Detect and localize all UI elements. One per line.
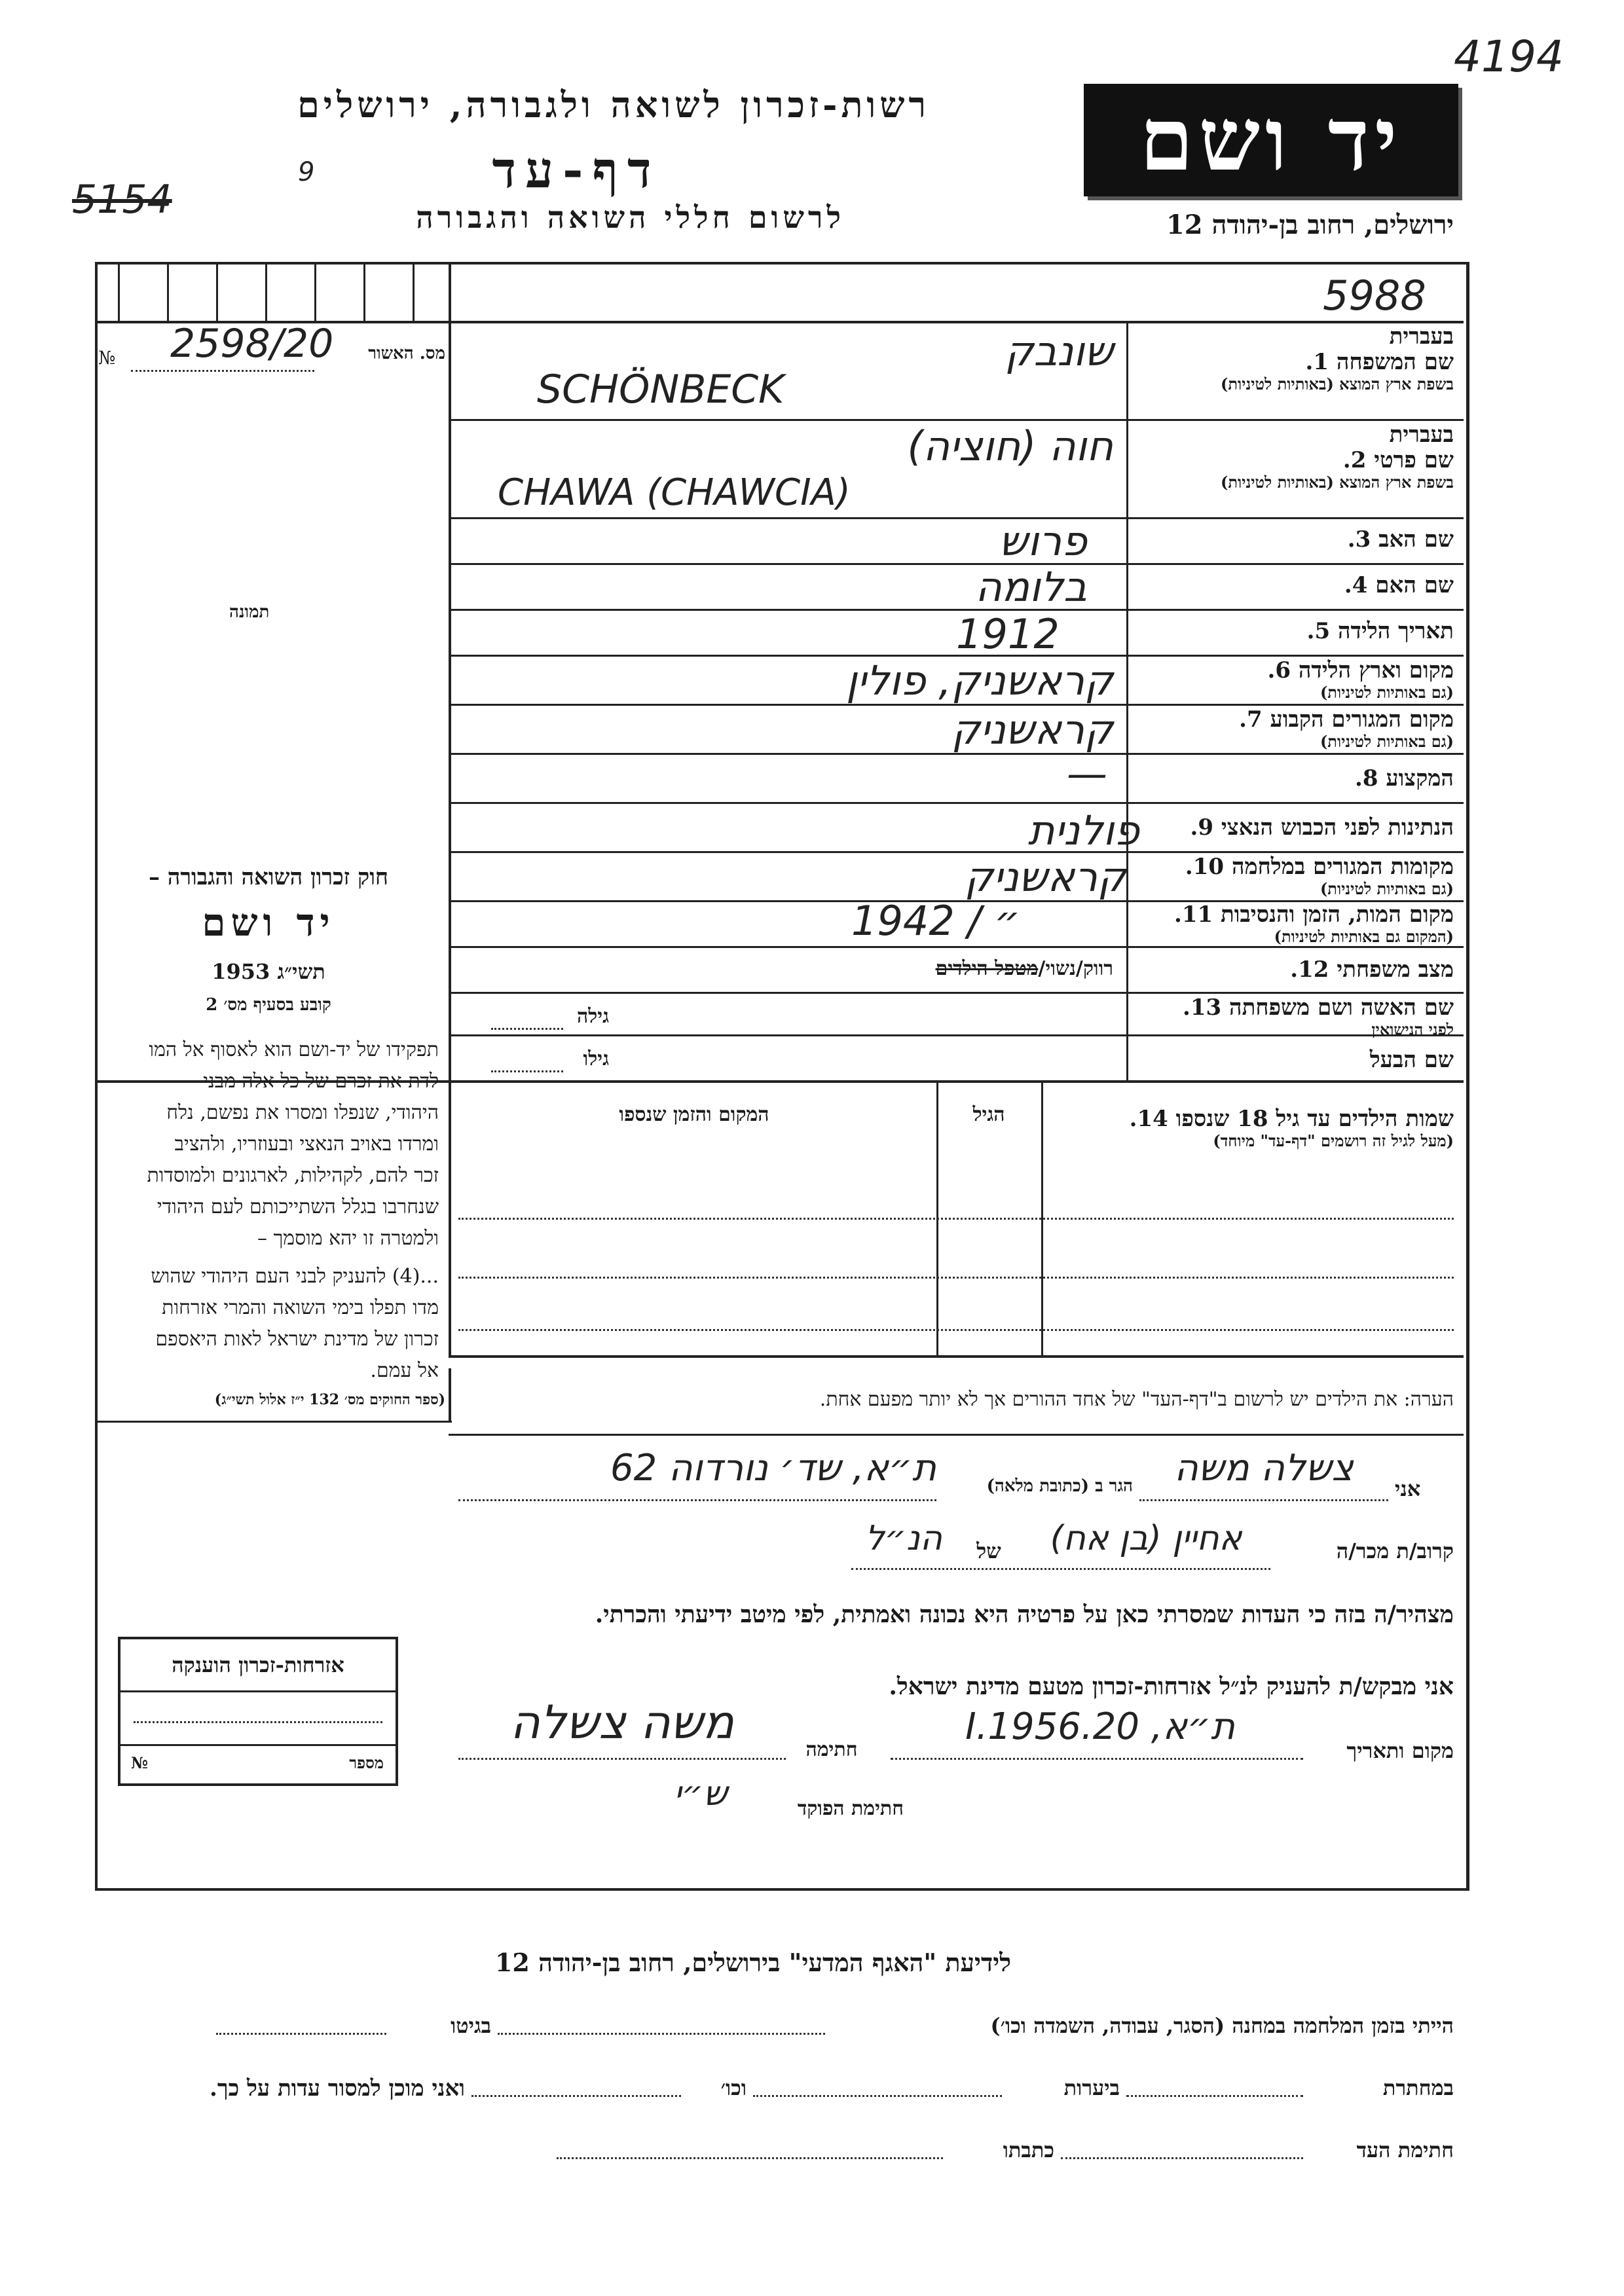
- marital-status-options: רווק/נשוי/מטפל הילדים: [935, 957, 1113, 980]
- law-year: תשי״ג 1953: [212, 959, 325, 984]
- family-name-hebrew: שונבק: [1005, 327, 1113, 375]
- science-willing-label: ואני מוכן למסור עדות על כך.: [210, 2075, 465, 2102]
- children-col-age: הגיל: [972, 1103, 1005, 1126]
- first-name-latin: CHAWA (CHAWCIA): [498, 471, 851, 514]
- officer-signature-label: חתימת הפוקד: [797, 1797, 904, 1820]
- field-marital-status-label: מצב משפחתי 12.: [1290, 957, 1454, 983]
- husband-age-label: גילו: [583, 1048, 609, 1070]
- office-address: ירושלים, רחוב בן-יהודה 12: [1166, 210, 1454, 240]
- profession: —: [1067, 750, 1107, 797]
- citizenship-box: [118, 1637, 398, 1786]
- declaration-statement: מצהיר/ה בזה כי העדות שמסרתי כאן על פרטיה היא נכונה ואמתית, לפי מיטב ידיעתי והכרתי.: [595, 1601, 1454, 1628]
- field-father-name-label: שם האב 3.: [1347, 526, 1454, 553]
- relation-value: אחיין (בן אח): [1050, 1519, 1242, 1558]
- citizenship-title: אזרחות-זכרון הוענקה: [172, 1652, 344, 1677]
- place-date-value: ת״א, 20.I.1956: [965, 1705, 1235, 1748]
- yad-vashem-logo: יד ושם: [1084, 84, 1458, 196]
- declaration-request: אני מבקש/ת להעניק לנ״ל אזרחות-זכרון מטעם מדינת ישראל.: [889, 1673, 1454, 1700]
- field-birth-place-label: מקום וארץ הלידה 6. (גם באותיות לטיניות): [1267, 657, 1454, 702]
- science-camp-label: הייתי בזמן המלחמה במחנה (הסגר, עבודה, השמדה וכו׳): [990, 2013, 1454, 2038]
- signature-label: חתימה: [805, 1738, 858, 1761]
- archive-number: 4194: [1454, 31, 1564, 82]
- science-underground-label: במחתרת: [1382, 2075, 1454, 2100]
- struck-mark: 9: [298, 157, 315, 187]
- law-footer: (ספר החוקים מס׳ 132 י״ז אלול תשי״ג): [214, 1391, 445, 1408]
- death-place-time: 1942 / ״: [851, 897, 1021, 945]
- nationality: פולנית: [1027, 807, 1139, 854]
- science-etc-label: וכו׳: [720, 2075, 747, 2100]
- declarant-signature: משה צשלה: [510, 1696, 734, 1749]
- authority-name: רשות-זכרון לשואה ולגבורה, ירושלים: [297, 84, 930, 126]
- field-wife-name-label: שם האשה ושם משפחתה 13. לפני הנישואין: [1183, 994, 1454, 1040]
- relation-of-label: של: [976, 1539, 1001, 1563]
- science-witness-signature-label: חתימת העד: [1356, 2138, 1454, 2162]
- field-first-name-label: בעברית שם פרטי 2. בשפת ארץ המוצא (באותיות לטיניות): [1221, 422, 1454, 492]
- field-death-label: מקום המות, הזמן והנסיבות 11. (המקום גם באותיות לטיניות): [1173, 902, 1454, 947]
- approval-number: 2598/20: [170, 321, 334, 367]
- field-husband-name-label: שם הבעל: [1369, 1047, 1454, 1073]
- page-subtitle: לרשום חללי השואה והגבורה: [416, 200, 845, 235]
- page-title: דף-עד: [492, 141, 661, 199]
- science-address-label: כתבתו: [1003, 2138, 1054, 2162]
- field-family-name-label: בעברית שם המשפחה 1. בשפת ארץ המוצא (באותיות לטיניות): [1221, 323, 1454, 394]
- field-residence-label: מקום המגורים הקבוע 7. (גם באותיות לטיניות): [1239, 706, 1454, 752]
- field-war-residence-label: מקומות המגורים במלחמה 10. (גם באותיות לטיניות): [1185, 854, 1454, 899]
- father-name: פרוש: [999, 517, 1087, 565]
- wife-age-label: גילה: [576, 1005, 609, 1028]
- children-col-place: המקום והזמן שנספו: [619, 1103, 769, 1126]
- declarant-name: צשלה משה: [1174, 1447, 1354, 1489]
- law-body: תפקידו של יד-ושם הוא לאסוף אל המו לדת את זכרם של כל אלה מבני היהודי, שנפלו ומסרו את נפשם, נלח ומרדו באויב הנאצי ובעוזריו, ולהציב זכר להם, לקהילות, לארגונים ולמוסדות שנחרבו בגלל השתייכותם לעם היהודי ולמטרה זו יהא מוסמך – ...(4) להעניק לבני העם היהודי שהוש מדו תפלו בימי השואה והמרי אזרחות זכרון של מדינת ישראל לאות היאספם אל עמם.: [147, 1038, 439, 1382]
- struck-number: 5154: [72, 177, 172, 223]
- science-header: לידיעת "האגף המדעי" בירושלים, רחוב בן-יהודה 12: [494, 1948, 1012, 1977]
- relation-of-value: הנ״ל: [865, 1519, 942, 1558]
- approval-prefix: №: [98, 347, 116, 369]
- photo-label: תמונה: [229, 602, 270, 622]
- field-nationality-label: הנתינות לפני הכבוש הנאצי 9.: [1190, 814, 1454, 841]
- field-profession-label: המקצוע 8.: [1354, 765, 1454, 792]
- citizenship-number-prefix: №: [131, 1753, 149, 1772]
- field-mother-name-label: שם האם 4.: [1344, 572, 1454, 598]
- law-clause: קובע בסעיף מס׳ 2: [206, 995, 331, 1015]
- relation-label: קרוב/ת מכר/ה: [1336, 1539, 1454, 1563]
- declarant-address: ת״א, שד׳ נורדוה 62: [610, 1447, 936, 1489]
- birth-place: קראשניק, פולין: [845, 657, 1113, 704]
- permanent-residence: קראשניק: [951, 706, 1113, 754]
- law-title: חוק זכרון השואה והגבורה –: [148, 864, 389, 890]
- children-note: הערה: את הילדים יש לרשום ב"דף-העד" של אחד ההורים אך לא יותר מפעם אחת.: [819, 1388, 1454, 1411]
- first-name-hebrew: חוה (חוציה): [907, 422, 1113, 470]
- place-date-label: מקום ותאריך: [1346, 1738, 1454, 1763]
- war-residence: קראשניק: [964, 853, 1126, 901]
- mother-name: בלומה: [975, 563, 1087, 611]
- children-label: שמות הילדים עד גיל 18 שנספו 14. (מעל לגיל זה רושמים "דף-עד" מיוחד): [1129, 1106, 1454, 1151]
- citizenship-number-label: מספר: [349, 1753, 384, 1772]
- science-ghetto-label: בגיטו: [451, 2013, 491, 2038]
- law-name: יד ושם: [202, 900, 335, 945]
- birth-date: 1912: [956, 610, 1060, 658]
- approval-label: מס. האשור: [368, 344, 445, 363]
- declarant-address-label: הגר ב (כתובת מלאה): [986, 1476, 1133, 1496]
- officer-signature: ש״י: [674, 1774, 728, 1813]
- family-name-latin: SCHÖNBECK: [537, 367, 784, 412]
- declarant-i-label: אני: [1395, 1476, 1421, 1501]
- top-number: 5988: [1323, 272, 1426, 319]
- science-forests-label: ביערות: [1063, 2075, 1120, 2100]
- field-birth-date-label: תאריך הלידה 5.: [1306, 618, 1454, 644]
